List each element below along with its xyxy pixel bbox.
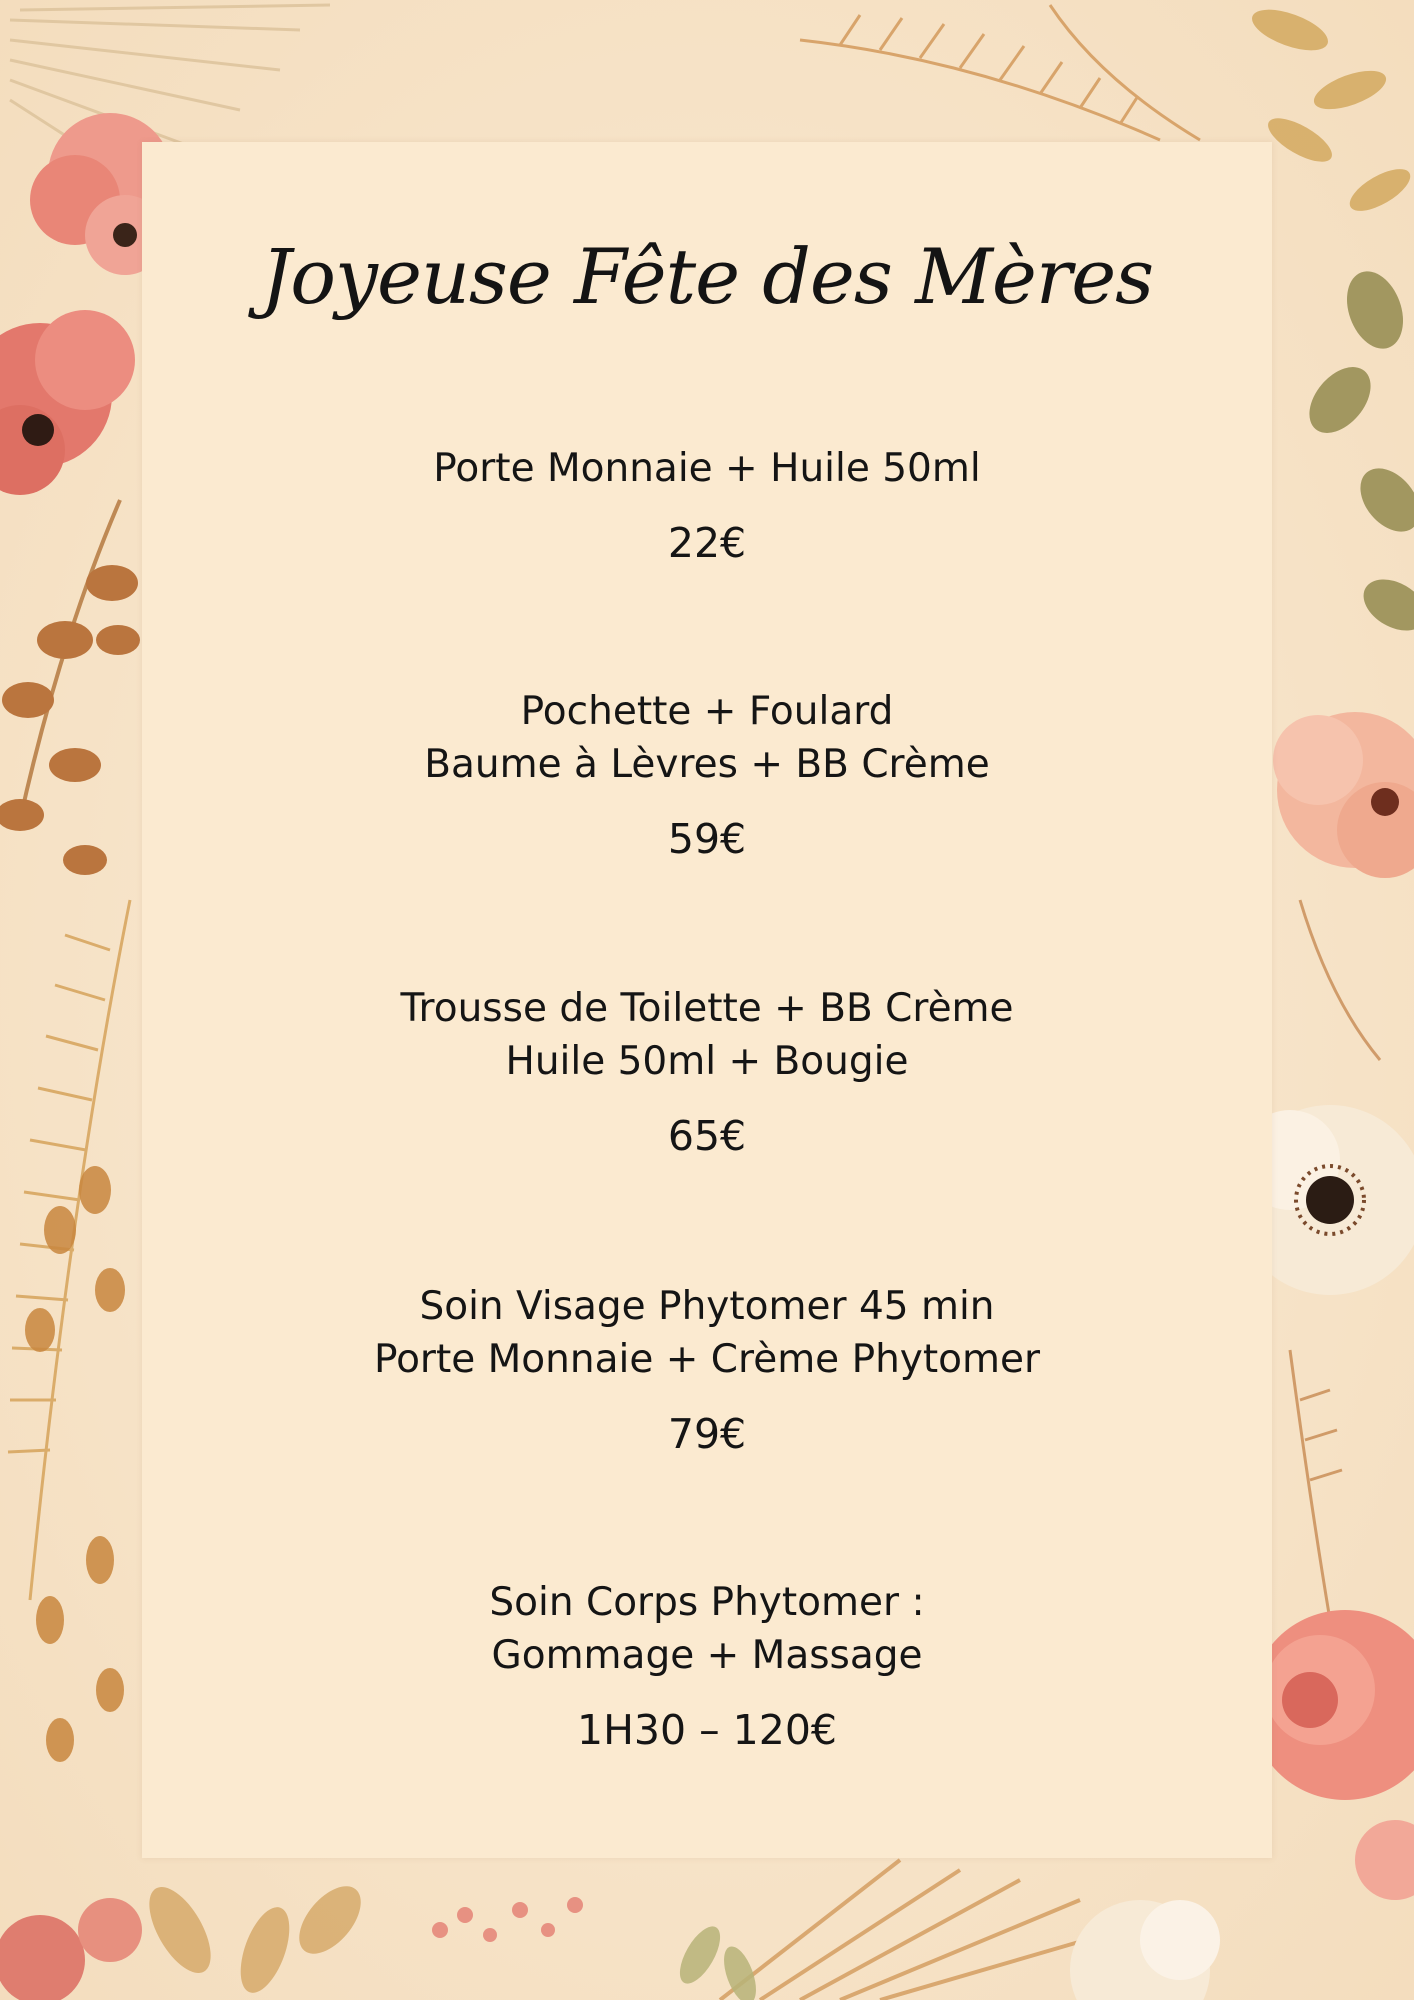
menu-card (142, 142, 1272, 1858)
offer-line: Gommage + Massage (491, 1633, 923, 1678)
offer-line: Huile 50ml + Bougie (505, 1039, 909, 1084)
offer-price: 1H30 – 120€ (577, 1706, 837, 1754)
offer-line: Porte Monnaie + Huile 50ml (433, 446, 981, 491)
offer-1 (142, 442, 1272, 570)
offer-line: Soin Visage Phytomer 45 min (419, 1284, 995, 1329)
offer-2 (142, 685, 1272, 866)
page-title: Joyeuse Fête des Mères (260, 232, 1154, 321)
offer-line: Porte Monnaie + Crème Phytomer (373, 1337, 1041, 1382)
offer-line: Soin Corps Phytomer : (489, 1580, 925, 1625)
offer-price: 65€ (667, 1112, 747, 1160)
offer-price: 59€ (667, 815, 747, 863)
offer-line: Baume à Lèvres + BB Crème (424, 742, 990, 787)
offer-line: Trousse de Toilette + BB Crème (400, 986, 1014, 1031)
offer-line: Pochette + Foulard (520, 689, 894, 734)
offer-5 (142, 1576, 1272, 1757)
offer-4 (142, 1280, 1272, 1461)
offer-price: 22€ (667, 519, 747, 567)
offer-price: 79€ (667, 1410, 747, 1458)
offer-3 (142, 982, 1272, 1163)
